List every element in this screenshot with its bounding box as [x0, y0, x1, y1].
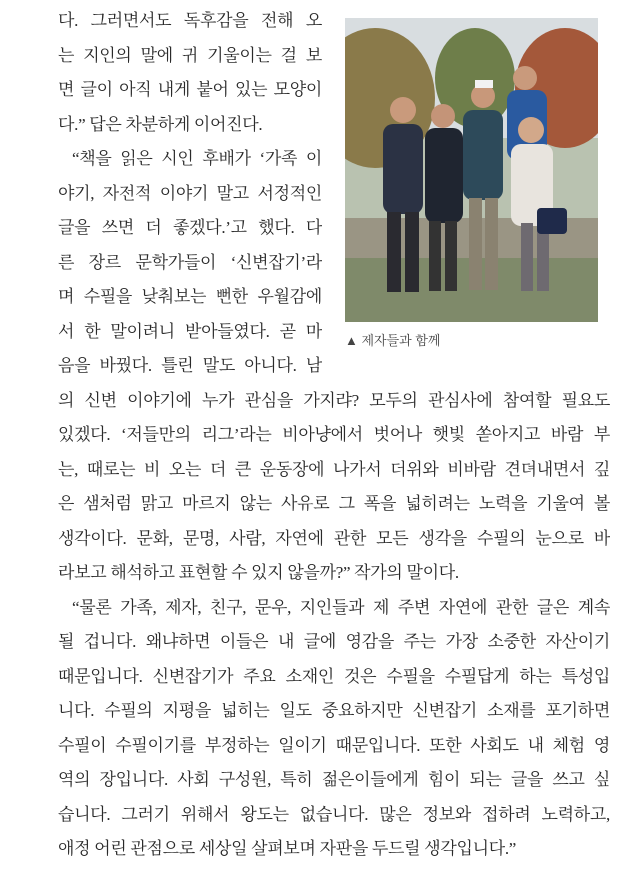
text-line: 습니다. 그러기 위해서 왕도는 없습니다. 많은 정보와 접하려 노력하고, — [58, 804, 610, 824]
text-line: 은 샘처럼 맑고 마르지 않는 사유로 그 폭을 넓히려는 노력을 기울여 볼 — [58, 494, 610, 513]
text-line: 면 글이 아직 내게 붙어 있는 모양이 — [58, 80, 322, 99]
text-line: 니다. 수필의 지평을 넓히는 일도 중요하지만 신변잡기 소재를 포기하면 — [58, 701, 610, 720]
text-line: 역의 장입니다. 사회 구성원, 특히 젊은이들에게 힘이 되는 글을 쓰고 싶 — [58, 770, 610, 789]
text-line: 있겠다. ‘저들만의 리그’라는 비아냥에서 벗어나 햇빛 쏟아지고 바람 부 — [58, 425, 610, 444]
text-line: “책을 읽은 시인 후배가 ‘가족 이 — [72, 149, 322, 168]
text-line: 라보고 해석하고 표현할 수 있지 않을까?” 작가의 말이다. — [58, 563, 459, 582]
text-line: 될 겁니다. 왜냐하면 이들은 내 글에 영감을 주는 가장 소중한 자산이기 — [58, 632, 610, 651]
text-line: 생각이다. 문화, 문명, 사람, 자연에 관한 모든 생각을 수필의 눈으로 바 — [58, 528, 610, 548]
text-line: 의 신변 이야기에 누가 관심을 가지랴? 모두의 관심사에 참여할 필요도 — [58, 390, 610, 410]
text-line: 글을 쓰면 더 좋겠다.’고 했다. 다 — [58, 218, 322, 237]
text-line: 다.” 답은 차분하게 이어진다. — [58, 114, 263, 134]
text-line: 음을 바꿨다. 틀린 말도 아니다. 남 — [58, 356, 322, 375]
photo-caption: ▲ 제자들과 함께 — [345, 333, 441, 348]
text-line: 며 수필을 낮춰보는 뻔한 우월감에 — [58, 287, 322, 306]
group-photo — [345, 18, 598, 322]
text-line: 는, 때로는 비 오는 더 큰 운동장에 나가서 더위와 비바람 견뎌내면서 깊 — [58, 459, 610, 479]
text-line: 다. 그러면서도 독후감을 전해 오 — [58, 11, 322, 30]
text-line: “물론 가족, 제자, 친구, 문우, 지인들과 제 주변 자연에 관한 글은 계속 — [72, 597, 610, 617]
text-line: 른 장르 문학가들이 ‘신변잡기’라 — [58, 252, 322, 272]
text-line: 야기, 자전적 이야기 말고 서정적인 — [58, 183, 322, 203]
text-line: 는 지인의 말에 귀 기울이는 걸 보 — [58, 45, 322, 65]
text-line: 때문입니다. 신변잡기가 주요 소재인 것은 수필을 수필답게 하는 특성입 — [58, 666, 610, 686]
text-line: 수필이 수필이기를 부정하는 일이기 때문입니다. 또한 사회도 내 체험 영 — [58, 735, 610, 755]
text-line: 애정 어린 관점으로 세상일 살펴보며 자판을 두드릴 생각입니다.” — [58, 839, 517, 858]
text-line: 서 한 말이려니 받아들였다. 곧 마 — [58, 321, 322, 341]
